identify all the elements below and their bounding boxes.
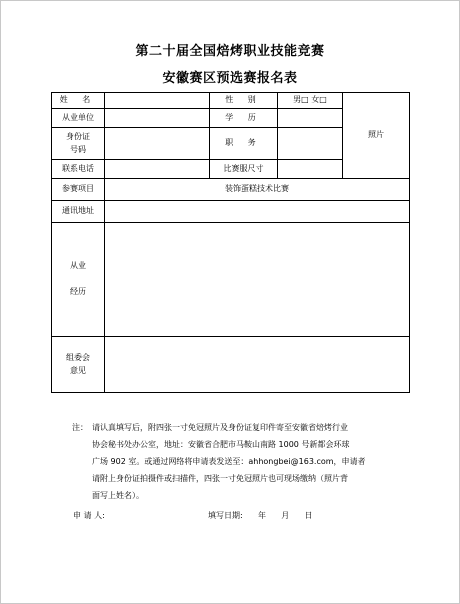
uniform-size-field[interactable]	[278, 160, 343, 179]
education-label: 学 历	[210, 109, 278, 128]
photo-box[interactable]: 照片	[343, 93, 410, 179]
committee-opinion-field	[105, 337, 410, 393]
experience-label	[52, 223, 105, 337]
position-field[interactable]	[278, 128, 343, 160]
employer-label: 从业单位	[52, 109, 105, 128]
name-field[interactable]	[105, 93, 210, 109]
form-title: 第二十届全国焙烤职业技能竞赛	[135, 44, 325, 59]
employer-field[interactable]	[105, 109, 210, 128]
id-label-line2: 号码	[70, 144, 86, 154]
id-number-label	[52, 128, 105, 160]
id-number-field[interactable]	[105, 128, 210, 160]
experience-label-line2: 经历	[70, 286, 86, 296]
id-label-line1: 身份证	[66, 131, 90, 141]
uniform-size-label: 比赛服尺寸	[210, 160, 278, 179]
position-label: 职 务	[210, 128, 278, 160]
experience-field[interactable]	[105, 223, 410, 337]
form-subtitle: 安徽赛区预选赛报名表	[162, 71, 298, 86]
notes-head: 注：	[72, 423, 88, 432]
notes-line: 协会秘书处办公室，地址：安徽省合肥市马鞍山南路 1000 号新都会环球	[92, 440, 350, 449]
experience-label-line1: 从业	[70, 261, 86, 271]
notes-body	[92, 419, 408, 504]
committee-opinion-label	[52, 337, 105, 393]
notes-line: 广场 902 室。或通过网络将申请表发送至：ahhongbei@163.com，申请者	[92, 457, 366, 466]
name-label: 姓 名	[52, 93, 105, 109]
gender-options[interactable]: 男□ 女□	[278, 93, 343, 109]
address-label: 通讯地址	[52, 201, 105, 223]
event-label: 参赛项目	[52, 179, 105, 201]
phone-label: 联系电话	[52, 160, 105, 179]
committee-label-line1: 组委会	[66, 352, 90, 362]
fill-date: 填写日期: 年 月 日	[208, 511, 313, 520]
notes-line: 面写上姓名）。	[92, 491, 144, 500]
registration-form-table	[51, 92, 410, 393]
education-field[interactable]	[278, 109, 343, 128]
address-field[interactable]	[105, 201, 410, 223]
notes-line: 请认真填写后，附四张一寸免冠照片及身份证复印件寄至安徽省焙烤行业	[92, 423, 348, 432]
event-value: 装饰蛋糕技术比赛	[105, 179, 410, 201]
committee-label-line2: 意见	[70, 365, 86, 375]
applicant-signature: 申 请 人:	[73, 511, 105, 520]
gender-label: 性 别	[210, 93, 278, 109]
phone-field[interactable]	[105, 160, 210, 179]
notes-line: 请附上身份证拍摄件或扫描件，四张一寸免冠照片也可现场缴纳（照片背	[92, 474, 348, 483]
